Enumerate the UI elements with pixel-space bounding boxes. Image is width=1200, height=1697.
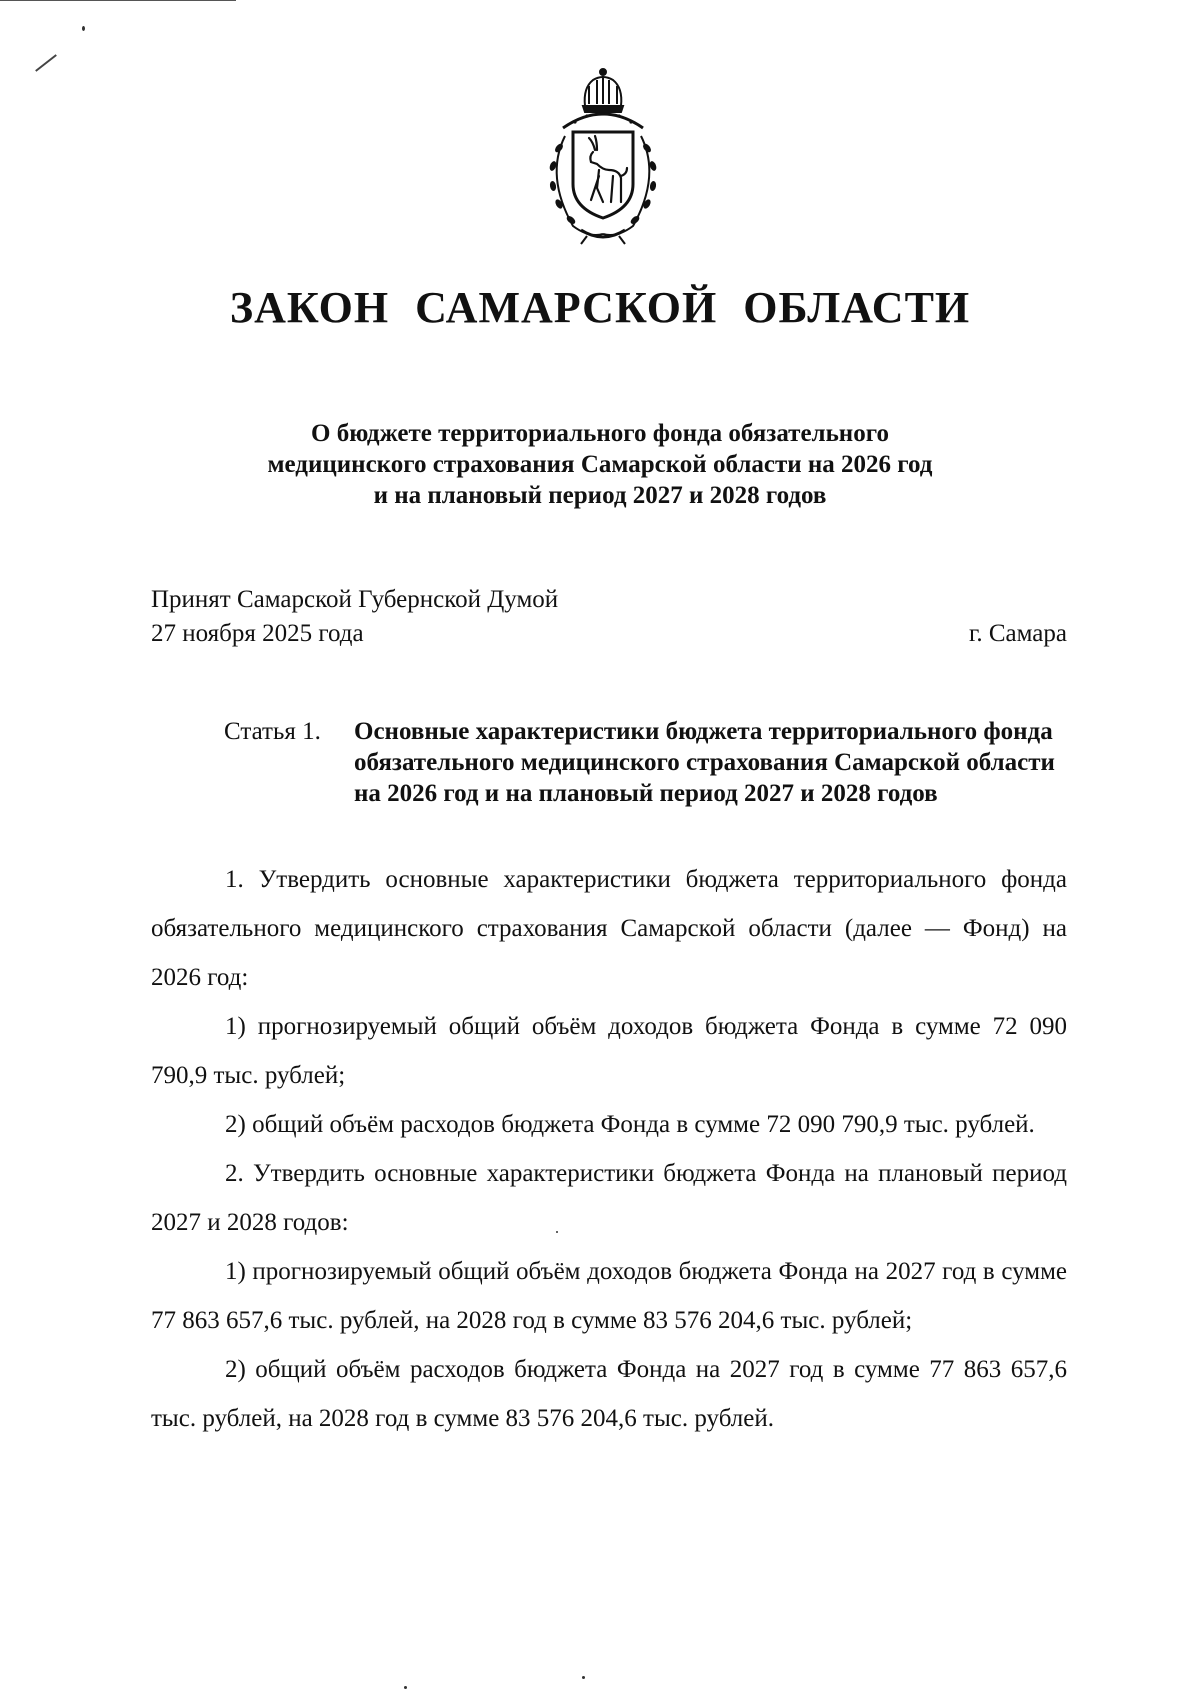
paragraph: 2) общий объём расходов бюджета Фонда на 2027 год в сумме 77 863 657,6 тыс. рублей, на 2028 год в сумме 83 576 204,6 тыс. рублей. [151, 1356, 1067, 1432]
crown-icon [583, 69, 623, 112]
article-title: Основные характеристики бюджета территориального фонда обязательного медицинского страхования Самарской области на 2026 год и на плановый период 2027 и 2028 годов [354, 718, 1055, 807]
paragraph: 1) прогнозируемый общий объём доходов бюджета Фонда на 2027 год в сумме 77 863 657,6 тыс. рублей, на 2028 год в сумме 83 576 204,6 тыс. рублей; [151, 1258, 1067, 1334]
scan-speck [404, 1686, 407, 1689]
law-subject [160, 418, 1040, 511]
paragraph: 1. Утвердить основные характеристики бюджета территориального фонда обязательного медицинского страхования Самарской области (далее — Фонд) на 2026 год: [151, 866, 1067, 991]
law-title: ЗАКОН САМАРСКОЙ ОБЛАСТИ [229, 283, 971, 332]
subject-line: О бюджете территориального фонда обязательного [311, 420, 889, 447]
scan-speck [582, 1676, 585, 1679]
paragraph: 1) прогнозируемый общий объём доходов бюджета Фонда в сумме 72 090 790,9 тыс. рублей; [151, 1013, 1067, 1089]
adoption-city: г. Самара [968, 620, 1067, 647]
adopted-by: Принят Самарской Губернской Думой [151, 586, 559, 613]
subject-line: медицинского страхования Самарской области на 2026 год [267, 451, 933, 478]
scan-speck [82, 26, 85, 31]
coat-of-arms-emblem [523, 66, 683, 246]
scan-scratch [35, 54, 57, 72]
subject-line: и на плановый период 2027 и 2028 годов [373, 482, 827, 509]
adoption-info [151, 583, 558, 651]
paragraph: 2) общий объём расходов бюджета Фонда в сумме 72 090 790,9 тыс. рублей. [225, 1111, 1035, 1138]
article-label: Статья 1. [224, 718, 321, 745]
adoption-date: 27 ноября 2025 года [151, 620, 364, 647]
paragraph: 2. Утвердить основные характеристики бюджета Фонда на плановый период 2027 и 2028 годов: [151, 1160, 1067, 1236]
scan-edge-line [0, 0, 236, 1]
article-body [151, 855, 1067, 1443]
